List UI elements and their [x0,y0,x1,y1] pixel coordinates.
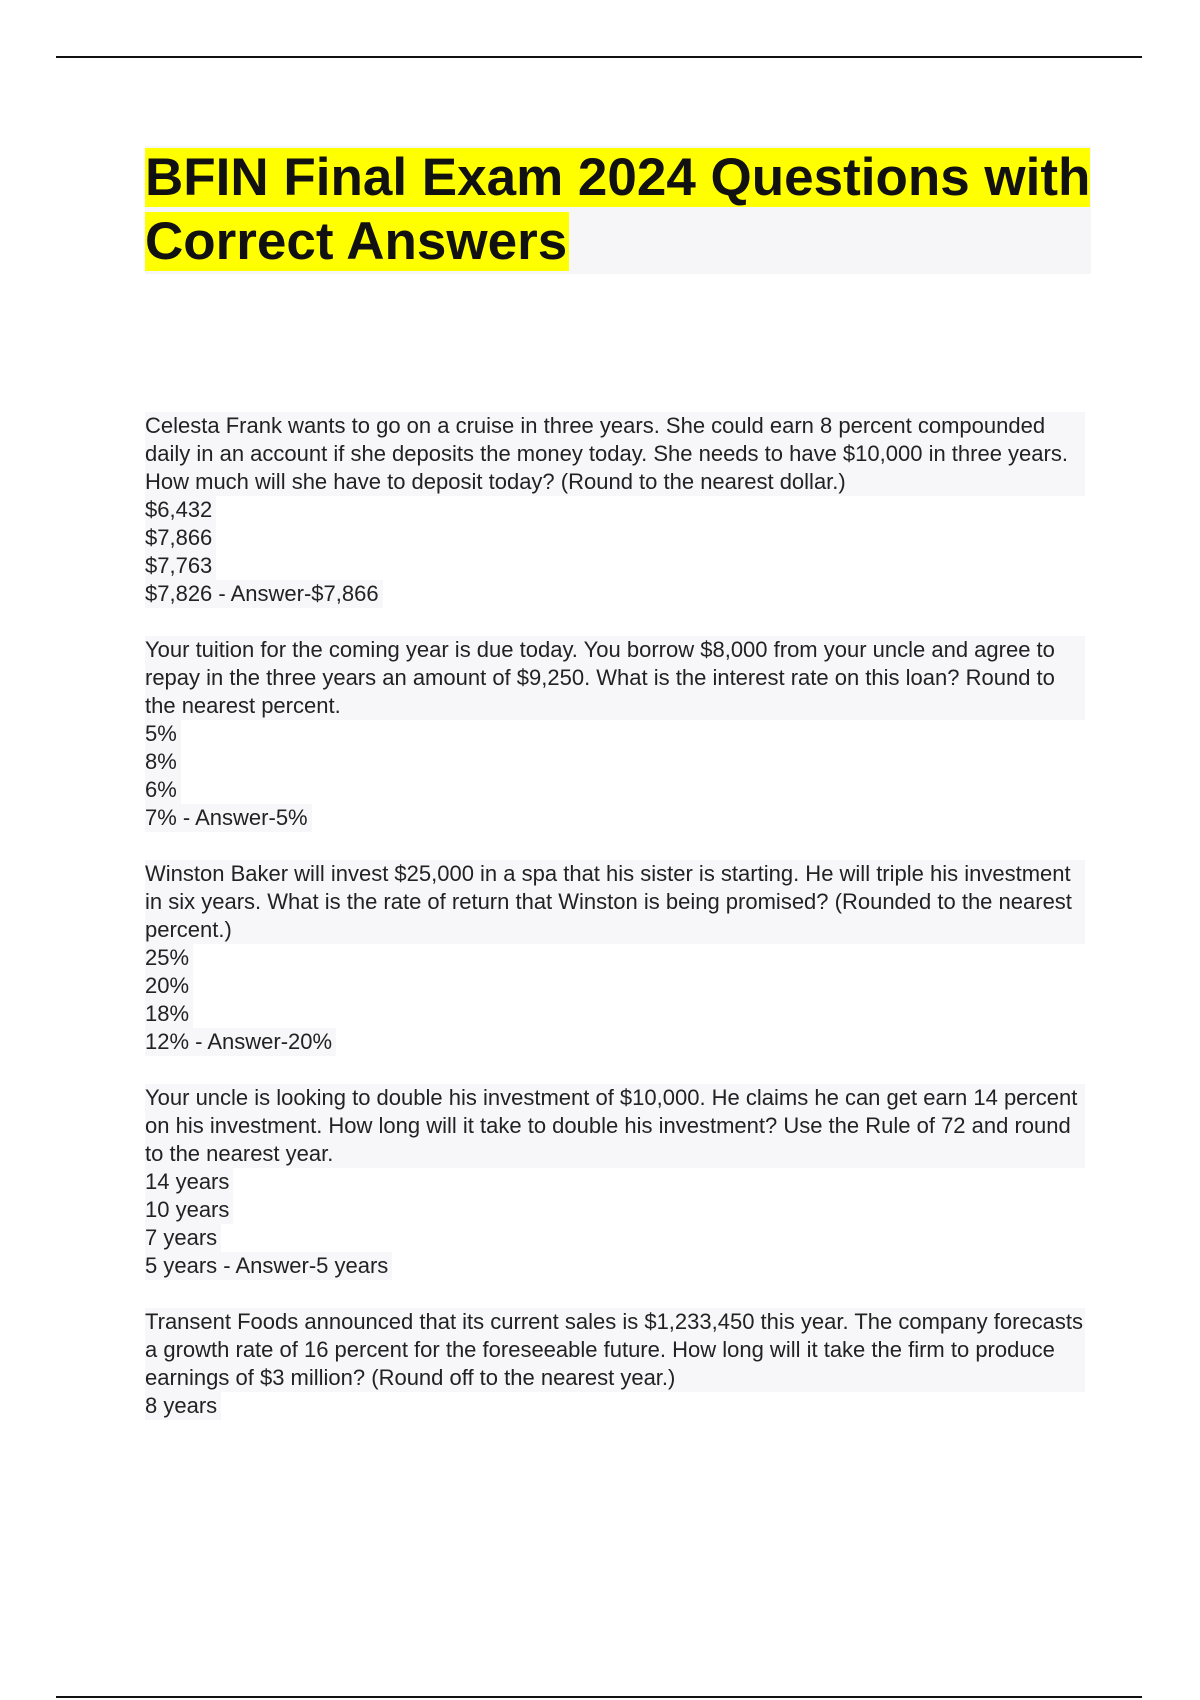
answer-option: 18% [145,1000,193,1028]
answer-option: 6% [145,776,181,804]
question-4 [145,1084,1095,1280]
answer-option: 10 years [145,1196,233,1224]
answer-option: $6,432 [145,496,216,524]
answer-option: 8% [145,748,181,776]
question-text: Celesta Frank wants to go on a cruise in three years. She could earn 8 percent compounded daily in an account if she deposits the money today. She needs to have $10,000 in three years. How much will she have to deposit today? (Round to the nearest dollar.) [145,412,1085,496]
question-2 [145,636,1095,832]
question-text: Your uncle is looking to double his investment of $10,000. He claims he can get earn 14 percent on his investment. How long will it take to double his investment? Use the Rule of 72 and round to the nearest year. [145,1084,1085,1168]
answer-option: 25% [145,944,193,972]
question-5 [145,1308,1095,1420]
questions-list [145,412,1095,1448]
answer-option: 20% [145,972,193,1000]
answer-option-with-answer: $7,826 - Answer-$7,866 [145,580,383,608]
question-text: Your tuition for the coming year is due today. You borrow $8,000 from your uncle and agree to repay in the three years an amount of $9,250. What is the interest rate on this loan? Round to the nearest percent. [145,636,1085,720]
bottom-rule [56,1696,1142,1698]
question-text: Transent Foods announced that its current sales is $1,233,450 this year. The company forecasts a growth rate of 16 percent for the foreseeable future. How long will it take the firm to produce earnings of $3 million? (Round off to the nearest year.) [145,1308,1085,1392]
answer-option-with-answer: 12% - Answer-20% [145,1028,336,1056]
answer-option-with-answer: 5 years - Answer-5 years [145,1252,392,1280]
question-text: Winston Baker will invest $25,000 in a spa that his sister is starting. He will triple his investment in six years. What is the rate of return that Winston is being promised? (Rounded to the nearest percent.) [145,860,1085,944]
answer-option: 5% [145,720,181,748]
question-3 [145,860,1095,1056]
document-title [145,146,1091,274]
answer-option: 7 years [145,1224,221,1252]
question-1 [145,412,1095,608]
answer-option: 14 years [145,1168,233,1196]
top-rule [56,56,1142,58]
title-highlight: BFIN Final Exam 2024 Questions with Correct Answers [145,148,1091,271]
answer-option: $7,866 [145,524,216,552]
answer-option: $7,763 [145,552,216,580]
answer-option-with-answer: 7% - Answer-5% [145,804,312,832]
answer-option: 8 years [145,1392,221,1420]
